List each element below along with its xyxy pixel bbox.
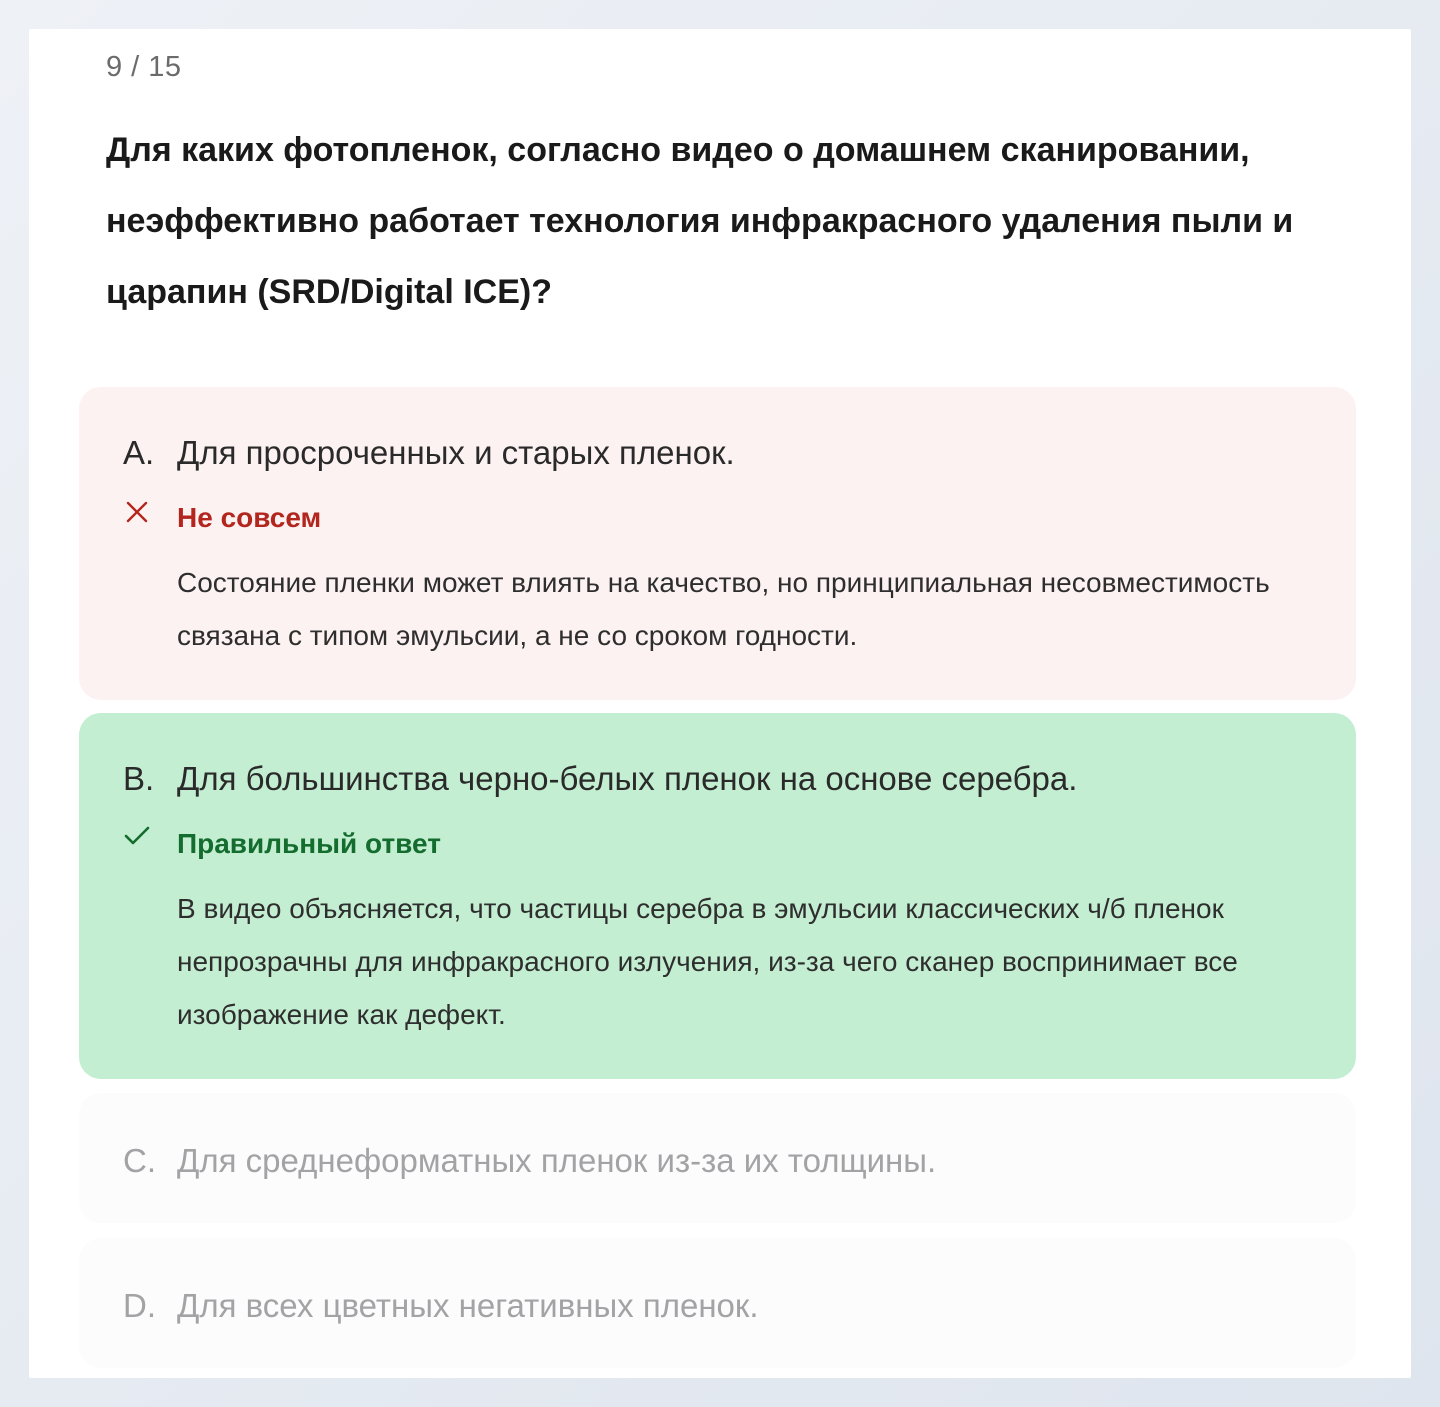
quiz-card xyxy=(29,29,1411,1378)
option-text: Для просроченных и старых пленок. xyxy=(177,434,735,471)
option-letter: B. xyxy=(123,760,155,797)
option-text: Для среднеформатных пленок из-за их толщины. xyxy=(177,1142,937,1179)
question-counter: 9 / 15 xyxy=(106,51,182,83)
feedback-label: Правильный ответ xyxy=(177,828,441,859)
close-icon xyxy=(123,498,151,526)
answer-option-c[interactable] xyxy=(79,1093,1356,1223)
feedback-label: Не совсем xyxy=(177,502,322,533)
question-text: Для каких фотопленок, согласно видео о домашнем сканировании, неэффективно работает технология инфракрасного удаления пыли и царапин (SRD/Digital ICE)? xyxy=(106,131,1294,311)
answer-option-d[interactable] xyxy=(79,1238,1356,1368)
feedback-explanation: Состояние пленки может влиять на качество, но принципиальная несовместимость связана с типом эмульсии, а не со сроком годности. xyxy=(177,567,1270,651)
answer-option-a[interactable] xyxy=(79,387,1356,700)
option-text: Для большинства черно-белых пленок на основе серебра. xyxy=(177,760,1078,797)
option-letter: C. xyxy=(123,1142,156,1179)
option-letter: A. xyxy=(123,434,155,471)
check-icon xyxy=(123,822,151,850)
feedback-explanation: В видео объясняется, что частицы серебра в эмульсии классических ч/б пленок непрозрачны для инфракрасного излучения, из-за чего сканер воспринимает все изображение как дефект. xyxy=(177,893,1238,1030)
option-letter: D. xyxy=(123,1287,156,1324)
answer-option-b[interactable] xyxy=(79,713,1356,1079)
option-text: Для всех цветных негативных пленок. xyxy=(177,1287,759,1324)
